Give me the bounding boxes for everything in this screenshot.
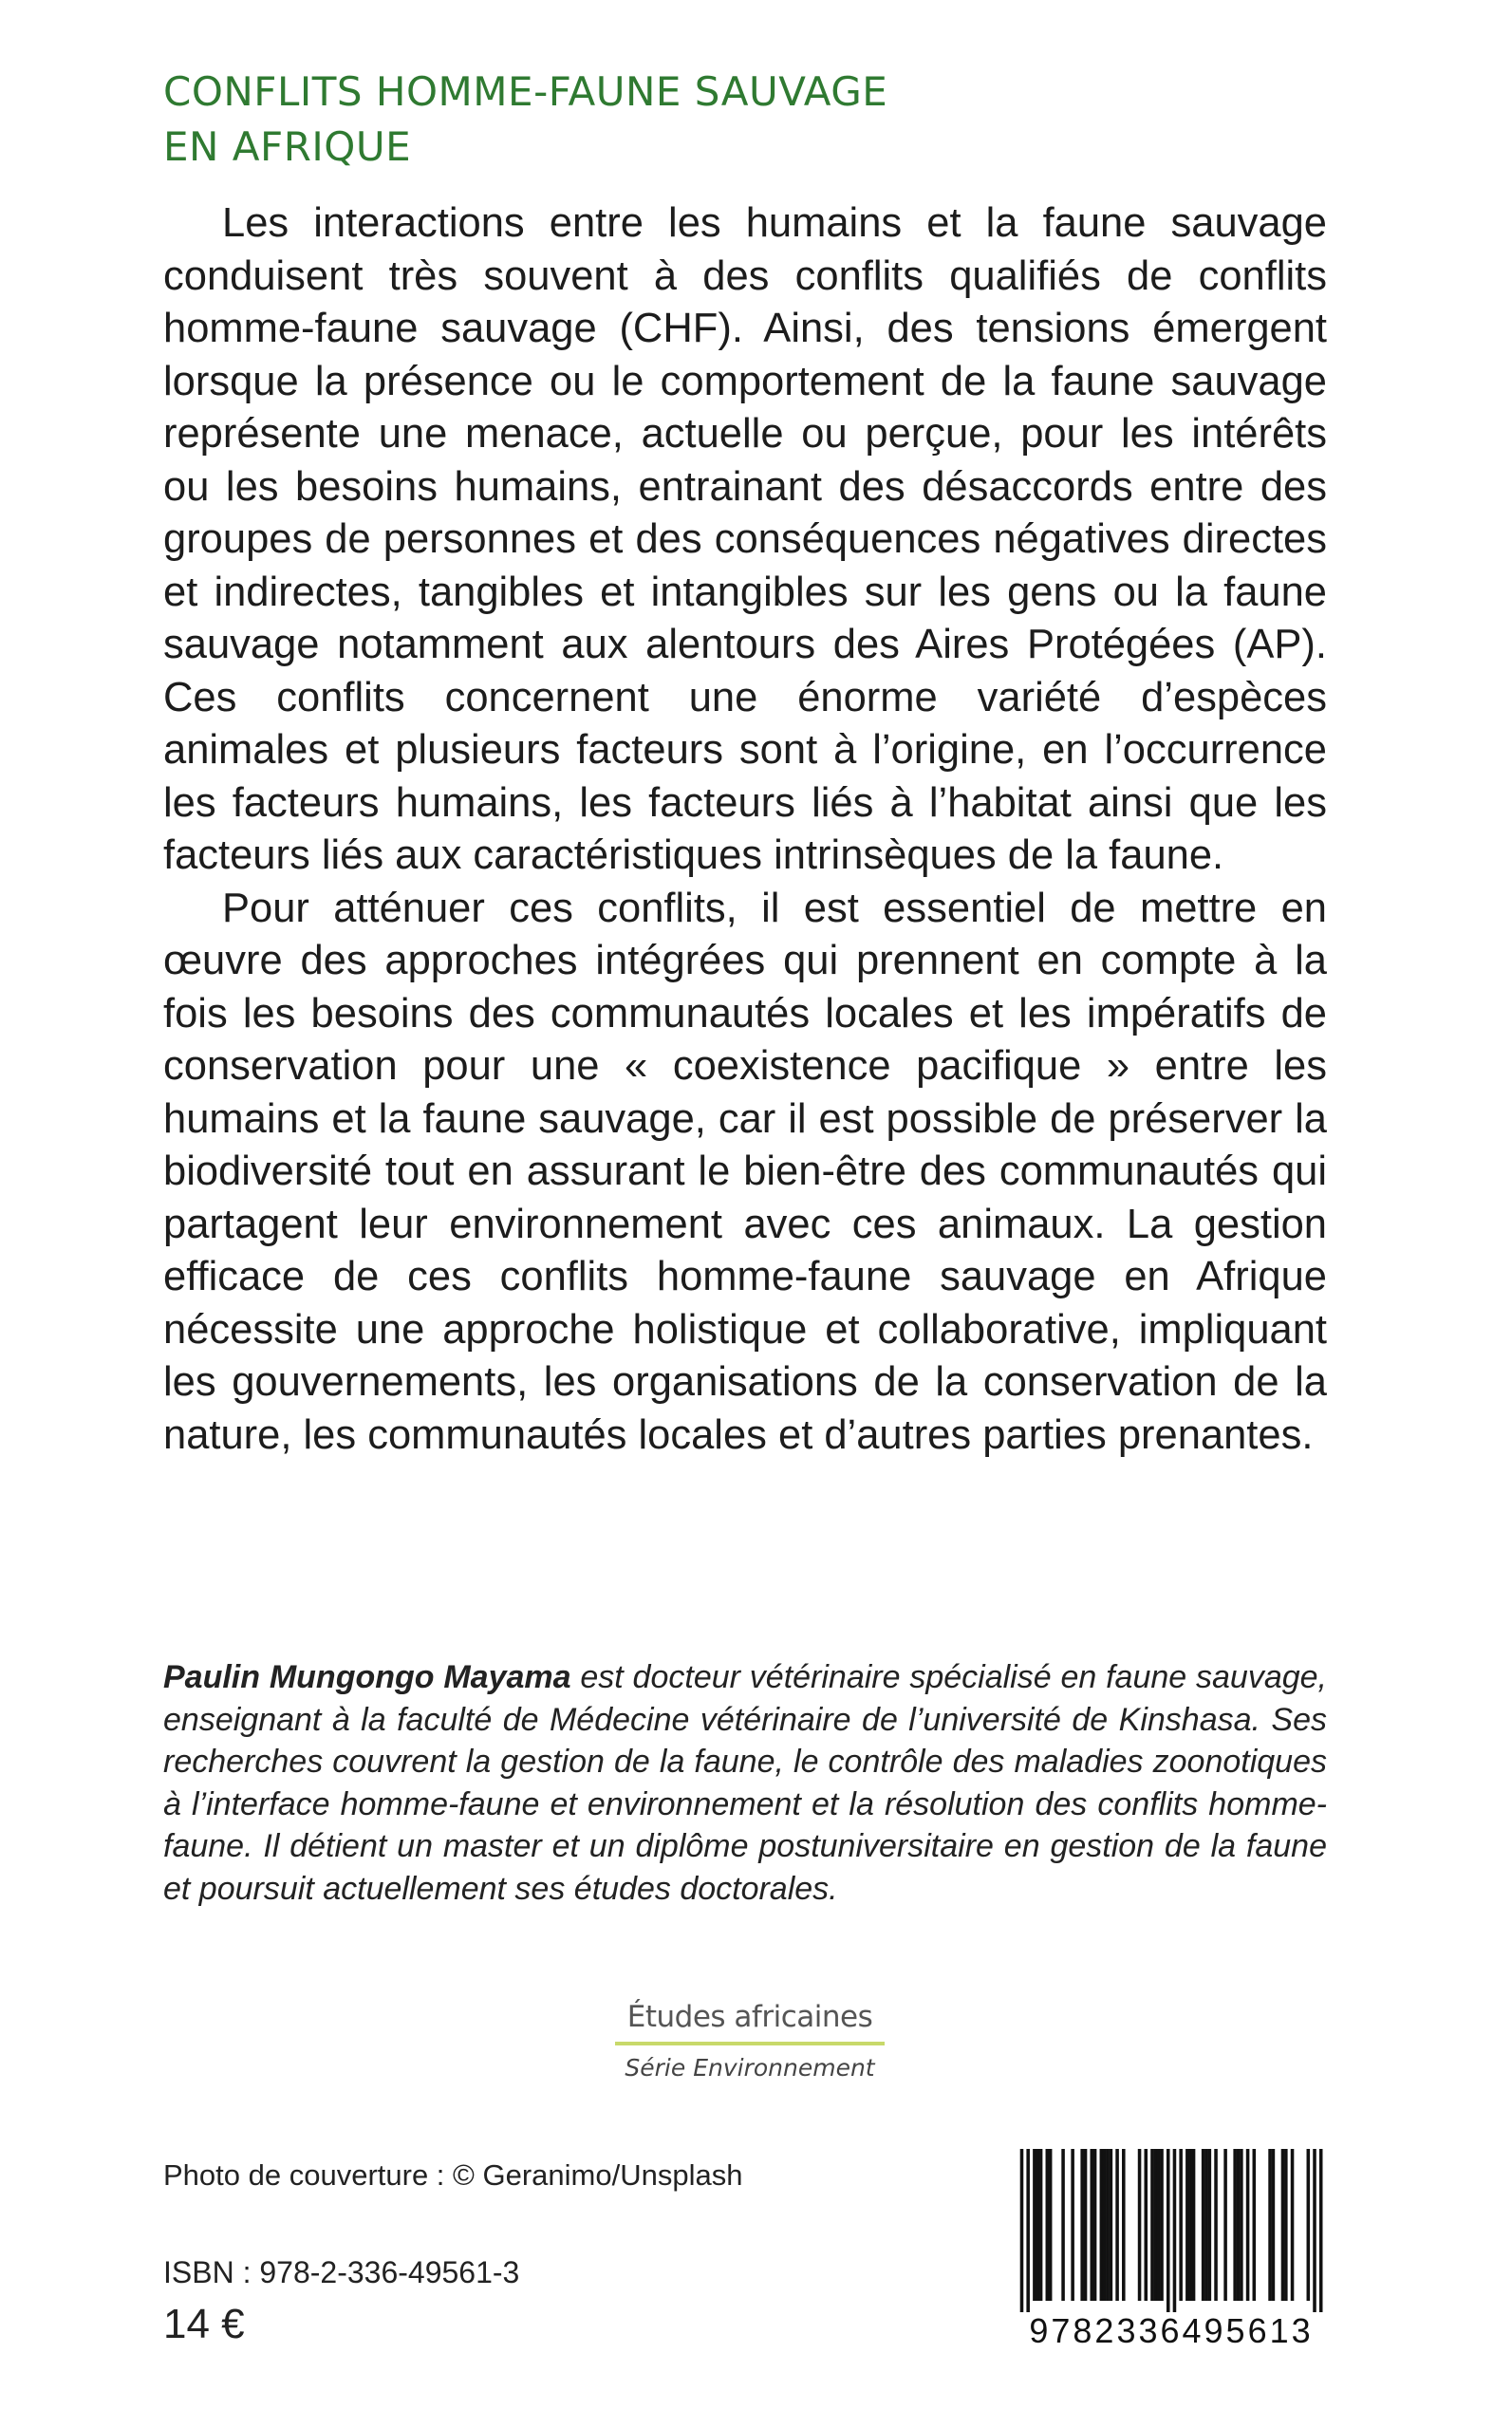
collection-label (607, 1998, 892, 2083)
barcode-bar (1284, 2149, 1288, 2301)
barcode-bar (1204, 2149, 1208, 2301)
barcode-bar (1039, 2149, 1043, 2301)
barcode-bar (1090, 2149, 1093, 2301)
barcode-bar (1138, 2149, 1142, 2301)
book-title-line-2: EN AFRIQUE (163, 123, 412, 170)
barcode-bar (1173, 2149, 1177, 2312)
barcode-bar (1291, 2149, 1295, 2301)
barcode-bar (1233, 2149, 1237, 2301)
barcode-bar (1036, 2149, 1039, 2301)
author-name: Paulin Mungongo Mayama (163, 1659, 571, 1695)
series-divider (615, 2042, 885, 2045)
barcode-bar (1026, 2149, 1030, 2312)
barcode-bar (1272, 2149, 1276, 2301)
barcode-bar (1084, 2149, 1088, 2301)
barcode-bar (1307, 2149, 1311, 2301)
barcode (1014, 2149, 1329, 2352)
author-biography-text: est docteur vétérinaire spécialisé en faune sauvage, enseignant à la faculté de Médecine vétérinaire de l’université de Kinshasa. Ses recherches couvrent la gestion de la faune, le contrôle des maladies zoonotiques à l’interface homme-faune et environnement et la résolution des conflits homme-faune. Il détient un master et un diplôme postuniversitaire en gestion de la faune et poursuit actuellement ses études doctorales. (163, 1659, 1327, 1907)
subseries-name: Série Environnement (625, 2054, 875, 2082)
barcode-bar (1167, 2149, 1170, 2312)
barcode-bar (1240, 2149, 1243, 2301)
author-biography (163, 1656, 1327, 1910)
price: 14 € (163, 2301, 245, 2347)
barcode-bar (1080, 2149, 1084, 2301)
barcode-bar (1237, 2149, 1241, 2301)
barcode-bar (1115, 2149, 1119, 2301)
barcode-bar (1214, 2149, 1218, 2301)
barcode-bar (1106, 2149, 1110, 2301)
barcode-bar (1020, 2149, 1024, 2312)
barcode-bar (1100, 2149, 1104, 2301)
barcode-bar (1093, 2149, 1097, 2301)
barcode-bars (1014, 2149, 1329, 2312)
barcode-bar (1061, 2149, 1065, 2301)
barcode-digits: 9782336495613 (1029, 2311, 1314, 2350)
isbn-number: ISBN : 978-2-336-49561-3 (163, 2255, 520, 2289)
summary-paragraph-2: Pour atténuer ces conflits, il est essentiel de mettre en œuvre des approches intégrées qui prennent en compte à la fois les besoins des communautés locales et les impératifs de conservation pour une « coexistence pacifique » entre les humains et la faune sauvage, car il est possible de préserver la biodiversité tout en assurant le bien-être des communautés qui partagent leur environnement avec ces animaux. La gestion efficace de ces conflits homme-faune sauvage en Afrique nécessite une approche holistique et collaborative, impliquant les gouvernements, les organisations de la conservation de la nature, les communautés locales et d’autres parties prenantes. (163, 885, 1327, 1458)
barcode-bar (1154, 2149, 1158, 2301)
barcode-bar (1208, 2149, 1212, 2301)
barcode-bar (1281, 2149, 1285, 2301)
book-title-line-1: CONFLITS HOMME-FAUNE SAUVAGE (163, 68, 888, 115)
barcode-bar (1179, 2149, 1183, 2301)
barcode-bar (1110, 2149, 1113, 2301)
barcode-bar (1122, 2149, 1126, 2301)
barcode-bar (1185, 2149, 1189, 2301)
barcode-bar (1157, 2149, 1161, 2301)
barcode-bar (1319, 2149, 1323, 2312)
barcode-bar (1071, 2149, 1074, 2301)
book-title (163, 65, 1207, 175)
barcode-bar (1253, 2149, 1257, 2301)
series-name: Études africaines (626, 2000, 873, 2034)
summary-text (163, 197, 1327, 1462)
barcode-bar (1160, 2149, 1164, 2301)
barcode-bar (1144, 2149, 1148, 2301)
barcode-bar (1246, 2149, 1250, 2301)
barcode-bar (1202, 2149, 1205, 2301)
barcode-bar (1103, 2149, 1107, 2301)
barcode-bar (1046, 2149, 1050, 2301)
barcode-bar (1313, 2149, 1316, 2312)
barcode-bar (1268, 2149, 1272, 2301)
barcode-bar (1033, 2149, 1036, 2301)
barcode-bar (1223, 2149, 1227, 2301)
photo-credit: Photo de couverture : © Geranimo/Unsplash (163, 2158, 743, 2192)
barcode-bar (1192, 2149, 1196, 2301)
barcode-bar (1188, 2149, 1192, 2301)
barcode-bar (1049, 2149, 1053, 2301)
barcode-bar (1150, 2149, 1154, 2301)
summary-paragraph-1: Les interactions entre les humains et la faune sauvage conduisent très souvent à des conflits qualifiés de conflits homme-faune sauvage (CHF). Ainsi, des tensions émergent lorsque la présence ou le comportement de la faune sauvage représente une menace, actuelle ou perçue, pour les intérêts ou les besoins humains, entrainant des désaccords entre des groupes de personnes et des conséquences négatives directes et indirectes, tangibles et intangibles sur les gens ou la faune sauvage notamment aux alentours des Aires Protégées (AP). Ces conflits concernent une énorme variété d’espèces animales et plusieurs facteurs sont à l’origine, en l’occurrence les facteurs humains, les facteurs liés à l’habitat ainsi que les facteurs liés aux caractéristiques intrinsèques de la faune. (163, 200, 1327, 878)
